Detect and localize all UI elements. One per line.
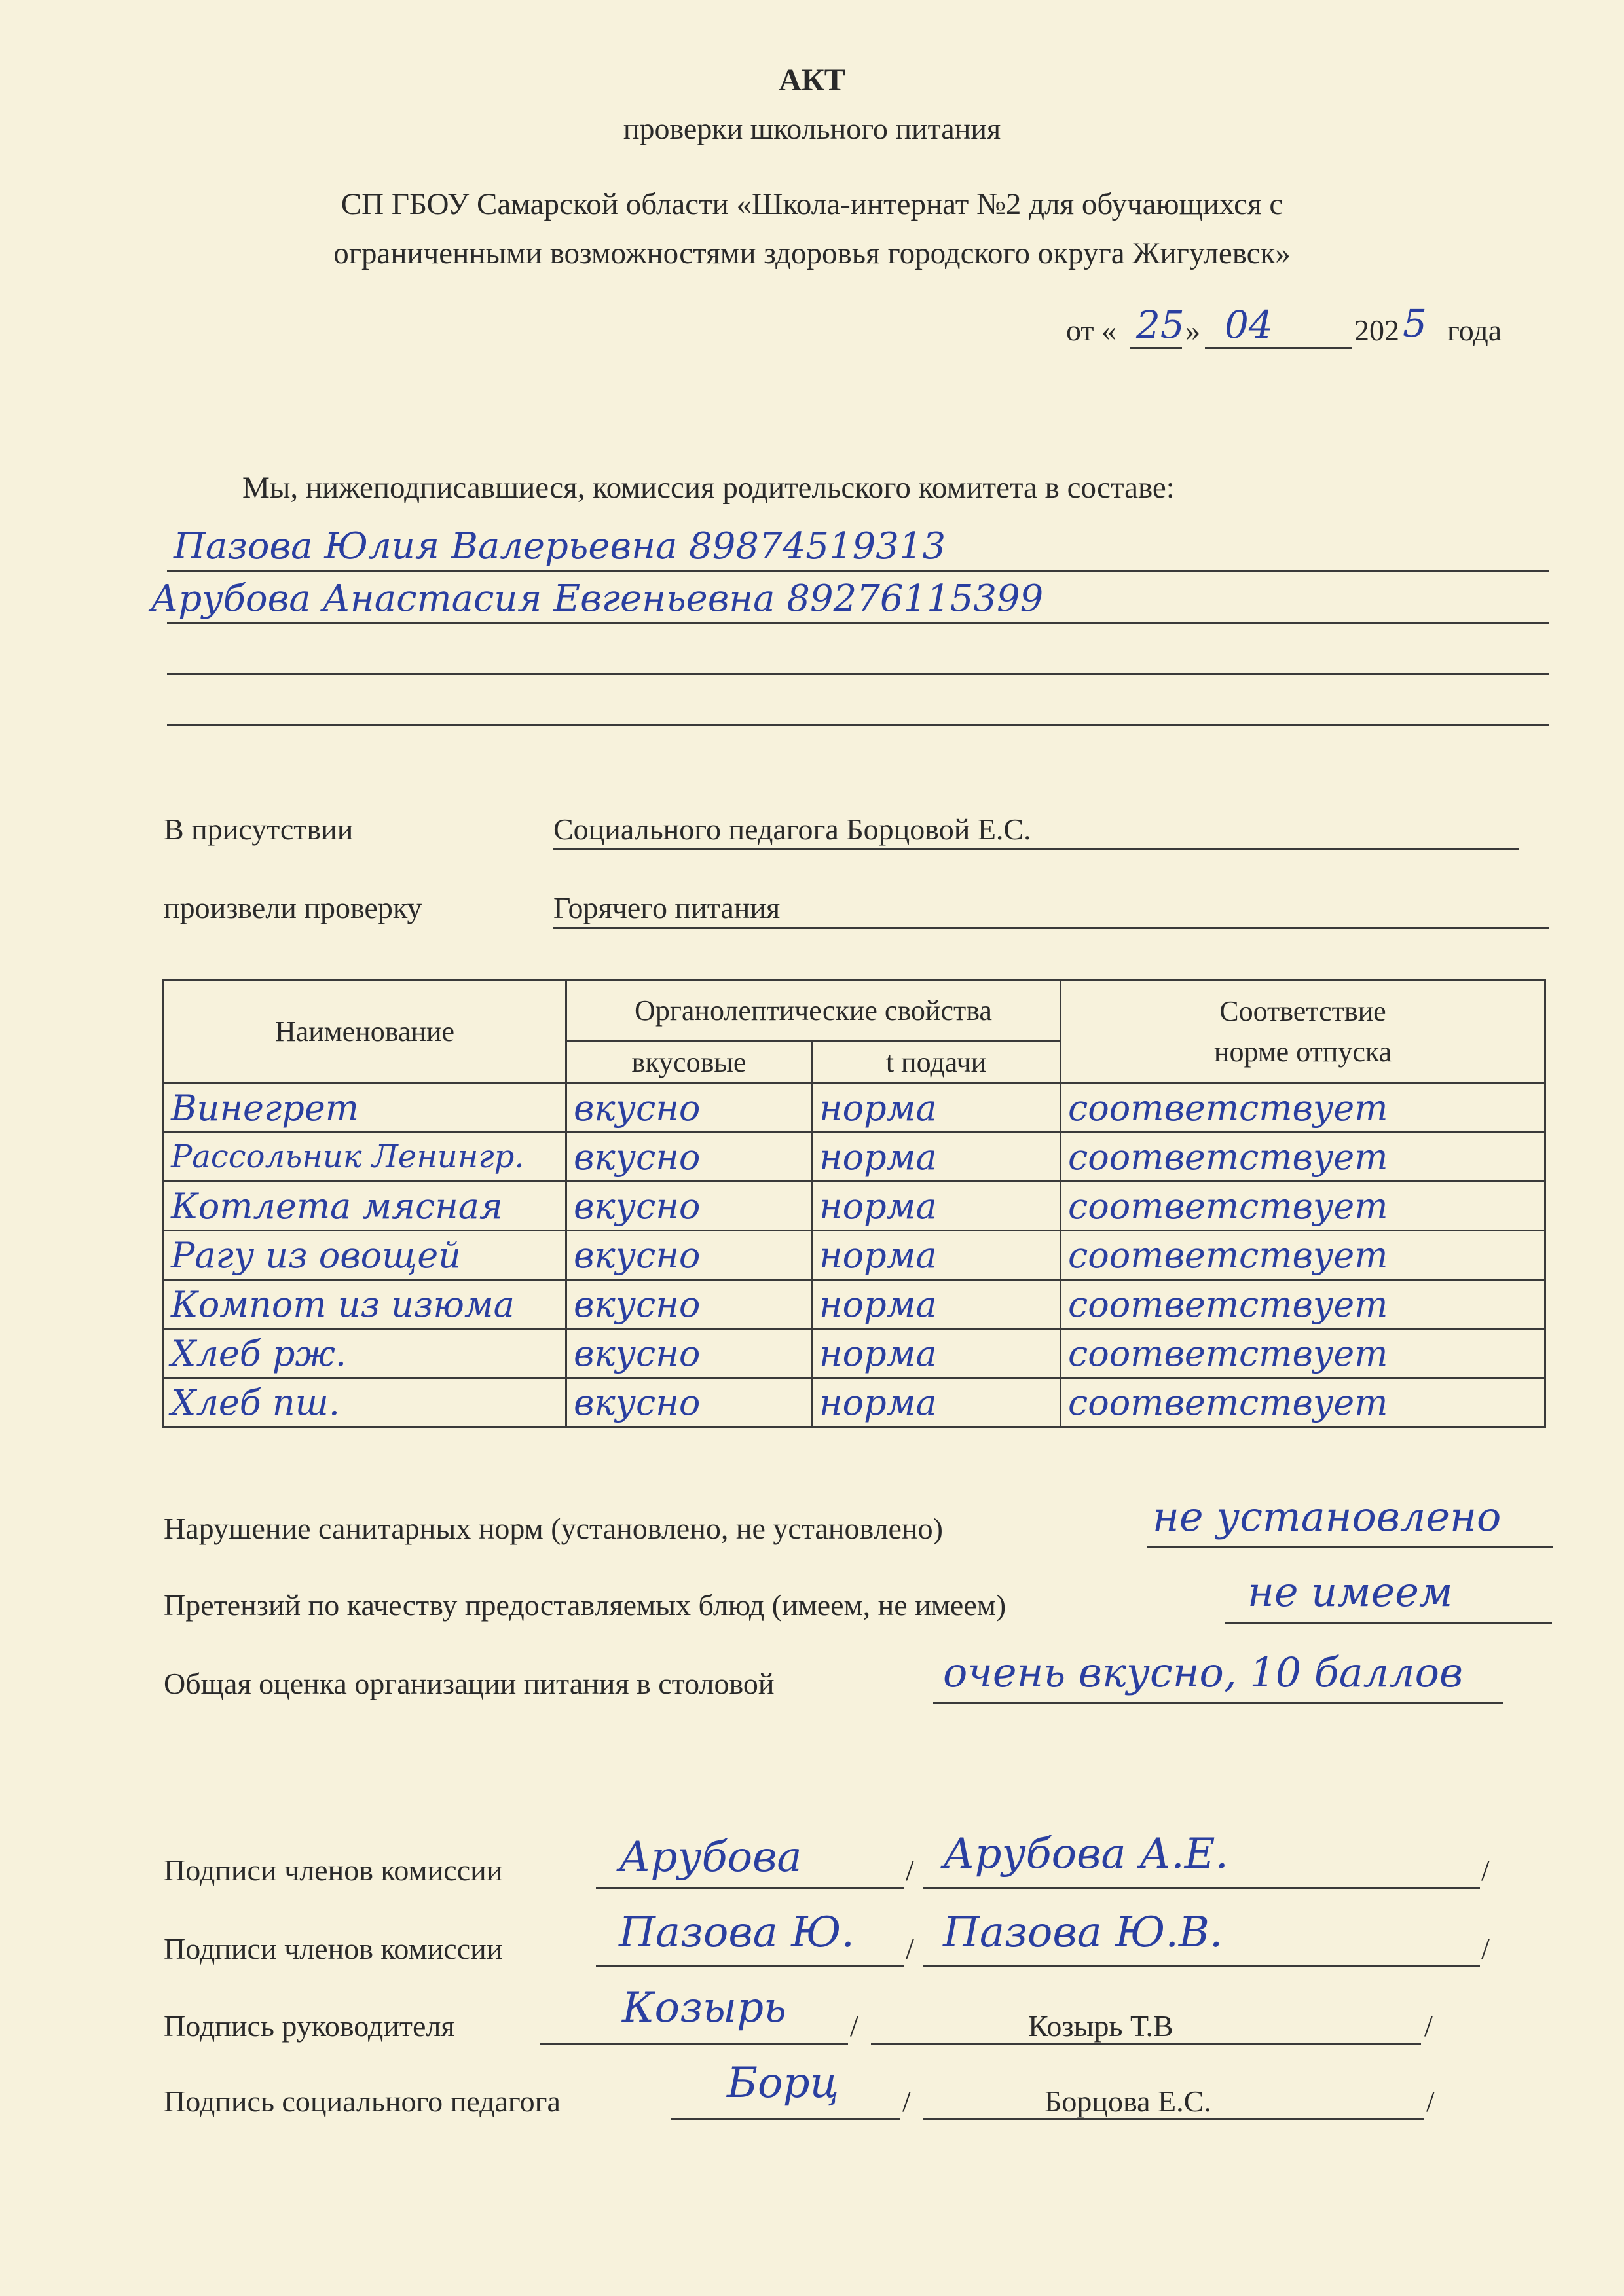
compliance-value: соответствует xyxy=(1061,1329,1545,1378)
signature-sign-line-2 xyxy=(596,1965,904,1967)
claims-line xyxy=(1225,1622,1552,1624)
col-header-compliance-line1: Соответствие xyxy=(1219,994,1386,1027)
rating-label: Общая оценка организации питания в столовой xyxy=(164,1667,775,1700)
signature-name-3: Козырь Т.В xyxy=(1028,2009,1173,2043)
table-row xyxy=(164,1084,1545,1133)
signature-label-3: Подпись руководителя xyxy=(164,2009,455,2043)
inspection-table xyxy=(162,979,1546,1428)
violations-value: не установлено xyxy=(1153,1493,1502,1540)
dish-name: Рассольник Ленингр. xyxy=(164,1133,566,1182)
table-row xyxy=(164,1133,1545,1182)
col-header-taste: вкусовые xyxy=(566,1041,812,1084)
col-header-name: Наименование xyxy=(164,980,566,1084)
dish-name: Компот из изюма xyxy=(164,1280,566,1329)
signature-sign-1: Арубова xyxy=(619,1833,802,1882)
signature-slash-4a: / xyxy=(902,2085,911,2118)
table-row xyxy=(164,1329,1545,1378)
act-title: АКТ xyxy=(779,63,845,98)
date-day-line xyxy=(1130,347,1182,349)
col-header-organoleptic: Органолептические свойства xyxy=(566,980,1061,1041)
signature-name-1: Арубова А.Е. xyxy=(943,1830,1228,1878)
taste-value: вкусно xyxy=(566,1378,812,1427)
date-year: 202 xyxy=(1354,314,1399,347)
signature-slash-3a: / xyxy=(850,2009,858,2043)
taste-value: вкусно xyxy=(566,1280,812,1329)
compliance-value: соответствует xyxy=(1061,1133,1545,1182)
signature-name-line-3 xyxy=(871,2043,1421,2045)
presence-value: Социального педагога Борцовой Е.С. xyxy=(553,812,1031,846)
date-month: 04 xyxy=(1225,302,1273,347)
signature-slash-1a: / xyxy=(906,1853,914,1887)
taste-value: вкусно xyxy=(566,1084,812,1133)
signature-name-2: Пазова Ю.В. xyxy=(943,1908,1223,1957)
temp-value: норма xyxy=(812,1133,1061,1182)
claims-label: Претензий по качеству предоставляемых блюд (имеем, не имеем) xyxy=(164,1588,1006,1622)
taste-value: вкусно xyxy=(566,1133,812,1182)
compliance-value: соответствует xyxy=(1061,1231,1545,1280)
compliance-value: соответствует xyxy=(1061,1280,1545,1329)
taste-value: вкусно xyxy=(566,1182,812,1231)
signature-label-4: Подпись социального педагога xyxy=(164,2085,561,2118)
dish-name: Хлеб пш. xyxy=(164,1378,566,1427)
org-line-2: ограниченными возможностями здоровья городского округа Жигулевск» xyxy=(333,236,1291,270)
presence-label: В присутствии xyxy=(164,812,354,846)
col-header-temp: t подачи xyxy=(812,1041,1061,1084)
temp-value: норма xyxy=(812,1378,1061,1427)
signature-slash-2b: / xyxy=(1481,1932,1490,1965)
temp-value: норма xyxy=(812,1329,1061,1378)
date-prefix: от « xyxy=(1066,314,1116,347)
table-row xyxy=(164,1280,1545,1329)
signature-name-4: Борцова Е.С. xyxy=(1044,2085,1211,2118)
org-line-1: СП ГБОУ Самарской области «Школа-интернат №2 для обучающихся с xyxy=(341,187,1283,221)
signature-sign-line-4 xyxy=(671,2118,900,2120)
commission-line-2 xyxy=(167,622,1549,624)
temp-value: норма xyxy=(812,1231,1061,1280)
inspection-label: произвели проверку xyxy=(164,891,422,924)
dish-name: Котлета мясная xyxy=(164,1182,566,1231)
violations-line xyxy=(1147,1546,1553,1548)
commission-member-1: Пазова Юлия Валерьевна 89874519313 xyxy=(174,525,946,568)
signature-label-2: Подписи членов комиссии xyxy=(164,1932,503,1965)
presence-line xyxy=(553,848,1519,850)
signature-slash-4b: / xyxy=(1426,2085,1435,2118)
dish-name: Рагу из овощей xyxy=(164,1231,566,1280)
table-row xyxy=(164,1231,1545,1280)
table-row xyxy=(164,1378,1545,1427)
temp-value: норма xyxy=(812,1280,1061,1329)
signature-name-line-1 xyxy=(923,1887,1480,1889)
signature-sign-line-3 xyxy=(540,2043,848,2045)
signature-slash-1b: / xyxy=(1481,1853,1490,1887)
compliance-value: соответствует xyxy=(1061,1378,1545,1427)
signature-name-line-4 xyxy=(923,2118,1424,2120)
signature-sign-line-1 xyxy=(596,1887,904,1889)
date-suffix: года xyxy=(1447,314,1502,347)
inspection-line xyxy=(553,927,1549,929)
signature-slash-2a: / xyxy=(906,1932,914,1965)
inspection-value: Горячего питания xyxy=(553,891,781,924)
date-year-handwritten: 5 xyxy=(1403,301,1427,346)
commission-line-1 xyxy=(167,570,1549,572)
date-day: 25 xyxy=(1136,302,1185,347)
dish-name: Хлеб рж. xyxy=(164,1329,566,1378)
signature-sign-2: Пазова Ю. xyxy=(619,1908,855,1957)
signature-sign-3: Козырь xyxy=(622,1984,786,2032)
commission-intro: Мы, нижеподписавшиеся, комиссия родительского комитета в составе: xyxy=(242,471,1175,505)
rating-value: очень вкусно, 10 баллов xyxy=(943,1649,1464,1696)
compliance-value: соответствует xyxy=(1061,1084,1545,1133)
compliance-value: соответствует xyxy=(1061,1182,1545,1231)
violations-label: Нарушение санитарных норм (установлено, не установлено) xyxy=(164,1512,943,1545)
act-subtitle: проверки школьного питания xyxy=(623,112,1001,145)
signature-slash-3b: / xyxy=(1424,2009,1433,2043)
commission-line-3 xyxy=(167,673,1549,675)
taste-value: вкусно xyxy=(566,1231,812,1280)
signature-sign-4: Борц xyxy=(727,2059,840,2107)
rating-line xyxy=(933,1702,1503,1704)
table-row xyxy=(164,1182,1545,1231)
signature-label-1: Подписи членов комиссии xyxy=(164,1853,503,1887)
col-header-compliance-line2: норме отпуска xyxy=(1213,1035,1392,1068)
temp-value: норма xyxy=(812,1182,1061,1231)
taste-value: вкусно xyxy=(566,1329,812,1378)
date-month-line xyxy=(1205,347,1352,349)
temp-value: норма xyxy=(812,1084,1061,1133)
date-sep: » xyxy=(1185,314,1200,347)
dish-name: Винегрет xyxy=(164,1084,566,1133)
signature-name-line-2 xyxy=(923,1965,1480,1967)
commission-line-4 xyxy=(167,724,1549,726)
claims-value: не имеем xyxy=(1247,1568,1453,1616)
commission-member-2: Арубова Анастасия Евгеньевна 89276115399 xyxy=(151,577,1044,620)
col-header-compliance xyxy=(1061,980,1545,1084)
